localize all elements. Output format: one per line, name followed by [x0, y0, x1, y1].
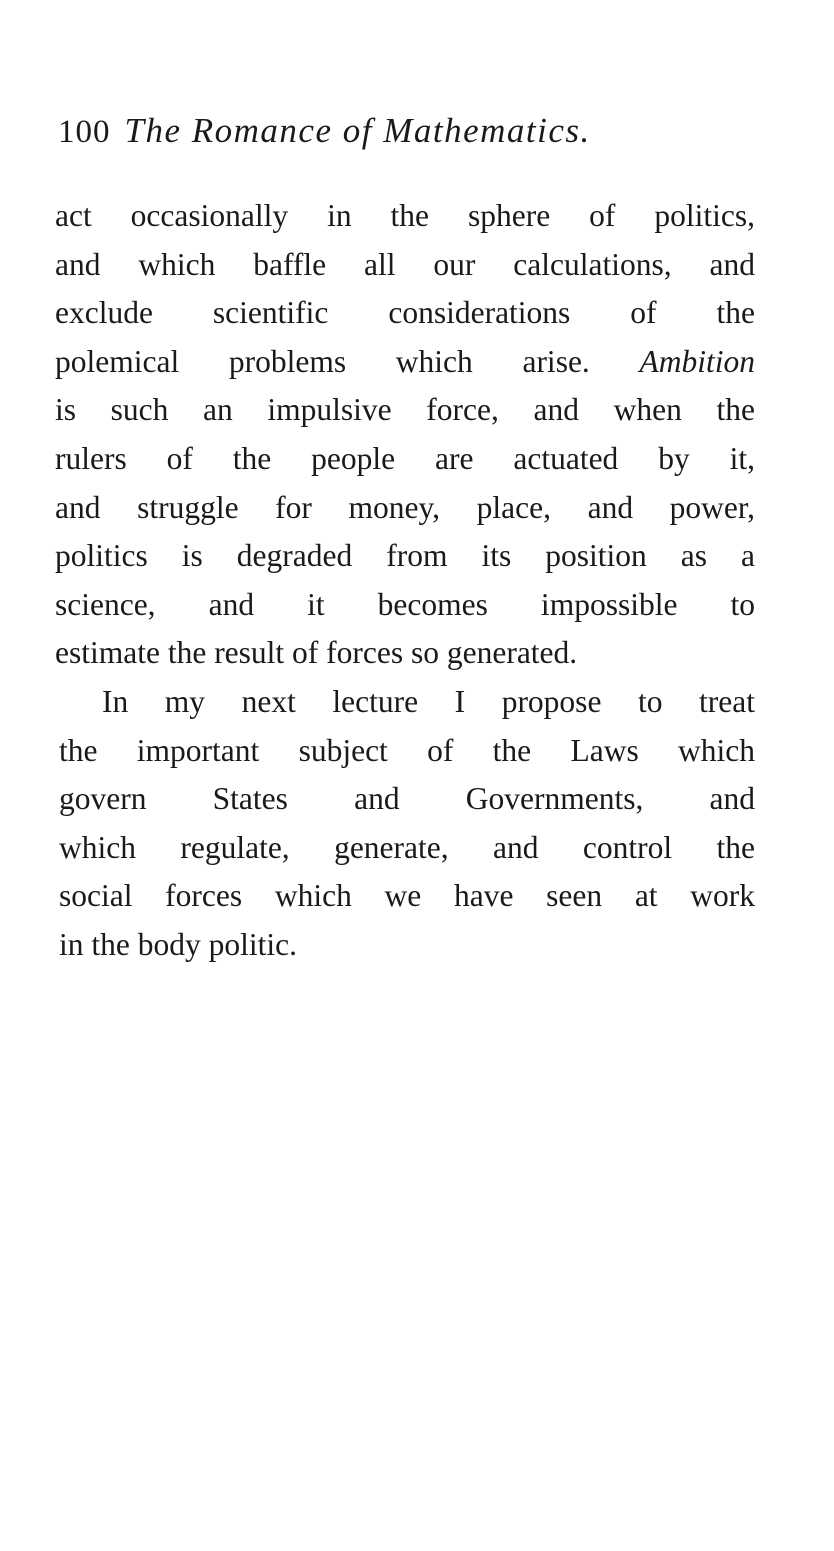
text-line: act occasionally in the sphere of politics,	[55, 198, 755, 233]
text-line: politics is degraded from its position as a	[55, 538, 755, 574]
text-line: social forces which we have seen at work	[59, 878, 755, 914]
text-line: rulers of the people are actuated by it,	[55, 440, 755, 476]
text-line: govern States and Governments, and	[59, 781, 755, 817]
text-line-prefix: polemical problems which arise.	[55, 343, 590, 379]
paragraph-2	[55, 678, 755, 970]
text-line-with-emphasis	[55, 338, 755, 387]
text-line: In my next lecture I propose to treat	[102, 683, 755, 719]
text-line: is such an impulsive force, and when the	[55, 392, 755, 428]
paragraph-1	[55, 192, 755, 678]
text-line: estimate the result of forces so generated.	[55, 635, 578, 671]
emphasis-ambition: Ambition	[639, 343, 755, 379]
text-line: which regulate, generate, and control the	[59, 829, 755, 865]
text-line: and which baffle all our calculations, and	[55, 246, 755, 282]
running-head	[58, 106, 758, 156]
text-line: science, and it becomes impossible to	[55, 586, 755, 622]
text-line: in the body politic.	[59, 926, 297, 962]
body-text	[55, 192, 755, 970]
running-title: The Romance of Mathematics.	[124, 111, 591, 150]
text-line: the important subject of the Laws which	[59, 732, 755, 768]
text-line: and struggle for money, place, and power,	[55, 489, 755, 525]
text-line: exclude scientific considerations of the	[55, 295, 755, 331]
page-number: 100	[58, 114, 111, 150]
